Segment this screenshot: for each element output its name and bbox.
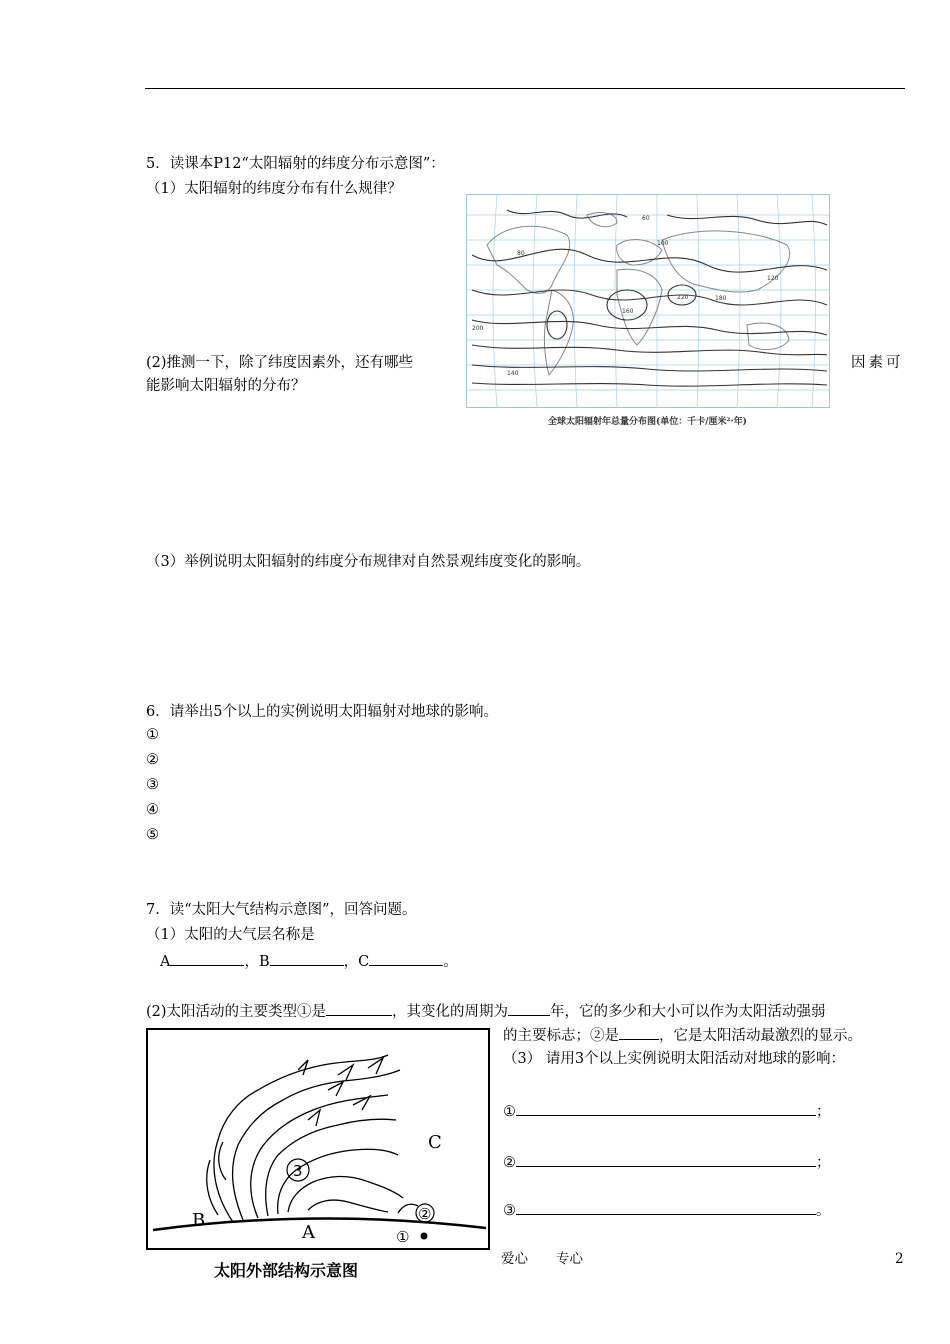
- answer-2-line[interactable]: [516, 1152, 816, 1167]
- answer-3-mark: ③: [503, 1203, 516, 1219]
- q5-sub3: （3）举例说明太阳辐射的纬度分布规律对自然景观纬度变化的影响。: [146, 554, 591, 570]
- q7-sub2-line2-b: ，它是太阳活动最激烈的显示。: [659, 1028, 862, 1044]
- sun-structure-diagram: [146, 1028, 490, 1250]
- answer-2-mark: ②: [503, 1155, 516, 1171]
- q7-answer-1: [503, 1101, 831, 1121]
- page-number: 2: [895, 1251, 904, 1267]
- blank-type2[interactable]: [619, 1025, 659, 1040]
- q7-sub2-line2: [503, 1025, 862, 1045]
- q7-layer-answers: [160, 951, 458, 971]
- label-A: A: [302, 1222, 315, 1243]
- blank-b[interactable]: [270, 951, 344, 966]
- q7-label-c: ，C: [343, 954, 370, 970]
- svg-text:160: 160: [622, 308, 634, 315]
- answer-1-line[interactable]: [516, 1101, 816, 1116]
- q7-layer-end: 。: [443, 954, 458, 970]
- blank-type1[interactable]: [326, 1001, 392, 1016]
- q7-sub2-line2-a: 的主要标志；②是: [503, 1028, 619, 1044]
- answer-1-mark: ①: [503, 1104, 516, 1120]
- solar-radiation-map: [466, 194, 830, 408]
- svg-text:100: 100: [657, 240, 669, 247]
- q7-title: 7．读“太阳大气结构示意图”，回答问题。: [146, 902, 417, 918]
- q7-sub2-b: ，其变化的周期为: [392, 1004, 509, 1020]
- q6-item-4: ④: [146, 802, 159, 818]
- map-svg: [467, 195, 829, 407]
- q7-sub3: （3） 请用3个以上实例说明太阳活动对地球的影响：: [503, 1051, 846, 1067]
- q7-sub2: [146, 1001, 826, 1021]
- answer-1-end: ；: [816, 1104, 831, 1120]
- header-rule: [145, 88, 905, 89]
- sunspot-dot: [421, 1233, 428, 1240]
- marker-3: 3: [293, 1162, 303, 1180]
- map-caption: 全球太阳辐射年总量分布图(单位：千卡/厘米²·年): [548, 417, 747, 427]
- q7-answer-2: [503, 1152, 831, 1172]
- q7-answer-3: [503, 1200, 831, 1220]
- answer-3-end: 。: [816, 1203, 831, 1219]
- svg-text:60: 60: [642, 215, 650, 222]
- prominence-flames: [207, 1055, 418, 1222]
- footer-left: 爱心: [501, 1251, 528, 1267]
- map-isolines: [472, 210, 827, 386]
- q7-label-b: ，B: [244, 954, 270, 970]
- q7-sub2-c: 年，它的多少和大小可以作为太阳活动强弱: [550, 1004, 826, 1020]
- svg-text:80: 80: [517, 250, 525, 257]
- blank-c[interactable]: [369, 951, 443, 966]
- sun-diagram-caption: 太阳外部结构示意图: [214, 1261, 359, 1280]
- q6-item-3: ③: [146, 777, 159, 793]
- blank-a[interactable]: [170, 951, 244, 966]
- footer-right: 专心: [556, 1251, 583, 1267]
- answer-3-line[interactable]: [516, 1200, 816, 1215]
- q7-sub2-a: (2)太阳活动的主要类型①是: [146, 1004, 327, 1020]
- answer-2-end: ；: [816, 1155, 831, 1171]
- q6-item-2: ②: [146, 752, 159, 768]
- label-B: B: [192, 1210, 206, 1231]
- sun-svg: [148, 1030, 488, 1248]
- q6-item-5: ⑤: [146, 827, 159, 843]
- svg-text:120: 120: [767, 275, 779, 282]
- marker-1: ①: [396, 1228, 410, 1246]
- q6-item-1: ①: [146, 727, 159, 743]
- q7-sub1: （1）太阳的大气层名称是: [146, 927, 315, 943]
- svg-text:180: 180: [715, 295, 727, 302]
- svg-text:200: 200: [472, 325, 484, 332]
- q6-title: 6．请举出5个以上的实例说明太阳辐射对地球的影响。: [146, 704, 498, 720]
- q5-sub1: （1）太阳辐射的纬度分布有什么规律？: [146, 181, 402, 197]
- q7-label-a: A: [160, 954, 171, 970]
- svg-text:140: 140: [507, 370, 519, 377]
- map-contour-labels: [472, 215, 779, 377]
- svg-text:220: 220: [677, 294, 689, 301]
- q5-sub2-line2: 能影响太阳辐射的分布？: [146, 378, 306, 394]
- q5-sub2-left: (2)推测一下，除了纬度因素外，还有哪些: [146, 355, 414, 371]
- label-C: C: [428, 1132, 442, 1153]
- blank-period[interactable]: [508, 1001, 550, 1016]
- marker-2: ②: [418, 1205, 432, 1223]
- q5-sub2-right: 因素可: [851, 355, 904, 371]
- q5-title: 5．读课本P12“太阳辐射的纬度分布示意图”：: [146, 156, 445, 172]
